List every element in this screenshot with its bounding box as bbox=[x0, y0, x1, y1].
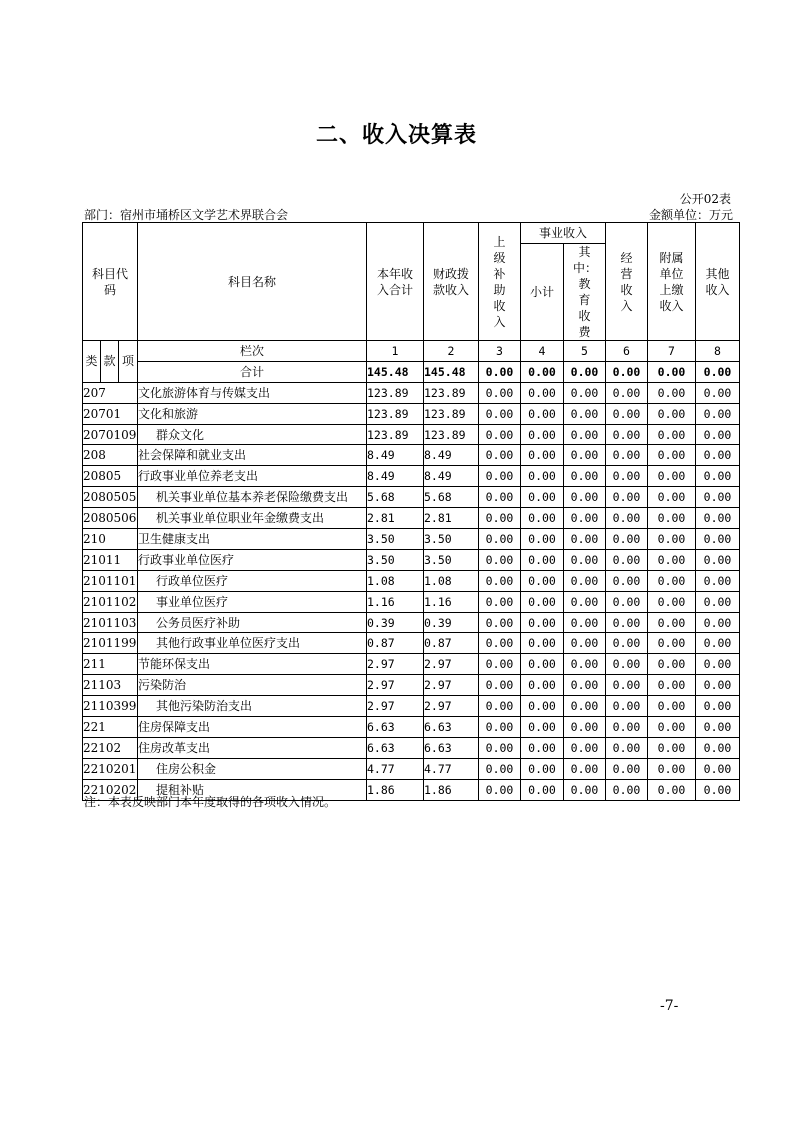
amount-cell: 4.77 bbox=[424, 758, 479, 779]
subject-name: 节能环保支出 bbox=[138, 654, 367, 675]
amount-cell: 0.00 bbox=[479, 717, 521, 738]
table-row bbox=[83, 382, 740, 403]
subject-code: 2101102 bbox=[83, 591, 138, 612]
amount-cell: 0.00 bbox=[606, 529, 648, 550]
subject-name: 其他污染防治支出 bbox=[138, 696, 367, 717]
amount-cell: 0.00 bbox=[521, 654, 564, 675]
amount-cell: 8.49 bbox=[367, 466, 424, 487]
amount-cell: 0.00 bbox=[521, 382, 564, 403]
subject-name: 文化旅游体育与传媒支出 bbox=[138, 382, 367, 403]
income-table bbox=[82, 222, 740, 801]
table-row bbox=[83, 737, 740, 758]
table-row bbox=[83, 612, 740, 633]
amount-cell: 0.00 bbox=[696, 382, 740, 403]
amount-cell: 0.00 bbox=[648, 737, 696, 758]
header-kuan: 款 bbox=[101, 341, 119, 383]
amount-unit: 金额单位：万元 bbox=[648, 208, 733, 222]
amount-cell: 123.89 bbox=[367, 382, 424, 403]
column-number: 4 bbox=[521, 341, 564, 362]
amount-cell: 0.00 bbox=[564, 445, 606, 466]
subject-code: 2101103 bbox=[83, 612, 138, 633]
subject-name: 事业单位医疗 bbox=[138, 591, 367, 612]
amount-cell: 0.00 bbox=[696, 549, 740, 570]
amount-cell: 0.00 bbox=[521, 508, 564, 529]
subject-code: 21011 bbox=[83, 549, 138, 570]
amount-cell: 1.16 bbox=[424, 591, 479, 612]
header-edu-fee: 其中：教育收费 bbox=[564, 244, 606, 341]
amount-cell: 0.00 bbox=[696, 529, 740, 550]
amount-cell: 0.00 bbox=[606, 508, 648, 529]
amount-cell: 5.68 bbox=[367, 487, 424, 508]
amount-cell: 0.00 bbox=[648, 675, 696, 696]
amount-cell: 0.00 bbox=[696, 633, 740, 654]
amount-cell: 0.00 bbox=[648, 779, 696, 800]
subject-name: 行政事业单位医疗 bbox=[138, 549, 367, 570]
header-subject-code: 科目代码 bbox=[83, 223, 138, 341]
amount-cell: 5.68 bbox=[424, 487, 479, 508]
amount-cell: 0.00 bbox=[521, 529, 564, 550]
amount-cell: 0.00 bbox=[696, 570, 740, 591]
amount-cell: 0.00 bbox=[696, 717, 740, 738]
amount-cell: 0.00 bbox=[696, 424, 740, 445]
amount-cell: 123.89 bbox=[424, 403, 479, 424]
amount-cell: 0.00 bbox=[521, 487, 564, 508]
header-xiang: 项 bbox=[119, 341, 138, 383]
subject-name: 卫生健康支出 bbox=[138, 529, 367, 550]
subject-name: 社会保障和就业支出 bbox=[138, 445, 367, 466]
subject-name: 其他行政事业单位医疗支出 bbox=[138, 633, 367, 654]
amount-cell: 0.00 bbox=[696, 675, 740, 696]
header-operating-income: 经营收入 bbox=[606, 223, 648, 341]
subject-code: 2101101 bbox=[83, 570, 138, 591]
amount-cell: 0.00 bbox=[606, 591, 648, 612]
amount-cell: 123.89 bbox=[424, 382, 479, 403]
column-number: 8 bbox=[696, 341, 740, 362]
amount-cell: 0.00 bbox=[606, 654, 648, 675]
amount-cell: 0.00 bbox=[521, 633, 564, 654]
amount-cell: 0.00 bbox=[479, 508, 521, 529]
header-fiscal-income: 财政拨款收入 bbox=[424, 223, 479, 341]
amount-cell: 8.49 bbox=[367, 445, 424, 466]
amount-cell: 0.00 bbox=[606, 675, 648, 696]
amount-cell: 0.00 bbox=[521, 675, 564, 696]
amount-cell: 1.16 bbox=[367, 591, 424, 612]
subject-code: 20701 bbox=[83, 403, 138, 424]
amount-cell: 0.00 bbox=[606, 549, 648, 570]
amount-cell: 0.00 bbox=[648, 445, 696, 466]
amount-cell: 0.00 bbox=[606, 633, 648, 654]
subject-code: 210 bbox=[83, 529, 138, 550]
table-row bbox=[83, 529, 740, 550]
table-row bbox=[83, 591, 740, 612]
amount-cell: 0.00 bbox=[564, 612, 606, 633]
subject-name: 公务员医疗补助 bbox=[138, 612, 367, 633]
amount-cell: 0.39 bbox=[424, 612, 479, 633]
total-value: 0.00 bbox=[564, 361, 606, 382]
amount-cell: 0.00 bbox=[564, 675, 606, 696]
subject-name: 提租补贴 bbox=[138, 779, 367, 800]
table-row bbox=[83, 696, 740, 717]
amount-cell: 0.00 bbox=[648, 403, 696, 424]
table-row bbox=[83, 424, 740, 445]
table-row bbox=[83, 633, 740, 654]
amount-cell: 0.00 bbox=[479, 675, 521, 696]
table-row bbox=[83, 508, 740, 529]
amount-cell: 0.00 bbox=[606, 737, 648, 758]
amount-cell: 0.00 bbox=[479, 529, 521, 550]
subject-code: 22102 bbox=[83, 737, 138, 758]
amount-cell: 0.00 bbox=[648, 591, 696, 612]
header-affiliated-income: 附属单位上缴收入 bbox=[648, 223, 696, 341]
amount-cell: 0.00 bbox=[696, 654, 740, 675]
total-value: 0.00 bbox=[606, 361, 648, 382]
amount-cell: 0.00 bbox=[564, 424, 606, 445]
amount-cell: 0.00 bbox=[696, 737, 740, 758]
subject-name: 文化和旅游 bbox=[138, 403, 367, 424]
amount-cell: 0.00 bbox=[564, 487, 606, 508]
amount-cell: 0.00 bbox=[606, 717, 648, 738]
amount-cell: 0.00 bbox=[479, 382, 521, 403]
amount-cell: 0.00 bbox=[479, 445, 521, 466]
table-row bbox=[83, 549, 740, 570]
table-row bbox=[83, 466, 740, 487]
amount-cell: 2.97 bbox=[424, 675, 479, 696]
subject-code: 2080506 bbox=[83, 508, 138, 529]
header-subtotal: 小计 bbox=[521, 244, 564, 341]
amount-cell: 1.08 bbox=[424, 570, 479, 591]
amount-cell: 0.00 bbox=[479, 466, 521, 487]
amount-cell: 0.00 bbox=[606, 445, 648, 466]
amount-cell: 0.00 bbox=[648, 654, 696, 675]
amount-cell: 0.00 bbox=[696, 758, 740, 779]
header-column-no: 栏次 bbox=[138, 341, 367, 362]
amount-cell: 2.97 bbox=[424, 696, 479, 717]
amount-cell: 0.00 bbox=[521, 758, 564, 779]
subject-name: 行政单位医疗 bbox=[138, 570, 367, 591]
amount-cell: 0.00 bbox=[479, 737, 521, 758]
amount-cell: 0.00 bbox=[521, 424, 564, 445]
table-row bbox=[83, 758, 740, 779]
amount-cell: 0.00 bbox=[521, 779, 564, 800]
amount-cell: 8.49 bbox=[424, 466, 479, 487]
amount-cell: 0.00 bbox=[479, 403, 521, 424]
amount-cell: 123.89 bbox=[424, 424, 479, 445]
subject-code: 211 bbox=[83, 654, 138, 675]
table-row bbox=[83, 570, 740, 591]
subject-code: 2070109 bbox=[83, 424, 138, 445]
amount-cell: 0.00 bbox=[521, 570, 564, 591]
amount-cell: 0.00 bbox=[648, 382, 696, 403]
amount-cell: 1.86 bbox=[367, 779, 424, 800]
column-number: 1 bbox=[367, 341, 424, 362]
amount-cell: 0.00 bbox=[696, 779, 740, 800]
amount-cell: 0.00 bbox=[521, 737, 564, 758]
total-value: 0.00 bbox=[479, 361, 521, 382]
subject-code: 2110399 bbox=[83, 696, 138, 717]
amount-cell: 2.97 bbox=[367, 696, 424, 717]
amount-cell: 0.00 bbox=[648, 696, 696, 717]
subject-name: 住房改革支出 bbox=[138, 737, 367, 758]
amount-cell: 1.08 bbox=[367, 570, 424, 591]
page-title: 二、收入决算表 bbox=[315, 123, 477, 148]
amount-cell: 0.00 bbox=[648, 633, 696, 654]
column-number: 7 bbox=[648, 341, 696, 362]
amount-cell: 0.87 bbox=[367, 633, 424, 654]
column-number: 3 bbox=[479, 341, 521, 362]
amount-cell: 0.00 bbox=[696, 696, 740, 717]
amount-cell: 0.39 bbox=[367, 612, 424, 633]
table-note: 注：本表反映部门本年度取得的各项收入情况。 bbox=[84, 795, 337, 809]
column-number: 2 bbox=[424, 341, 479, 362]
amount-cell: 0.00 bbox=[564, 382, 606, 403]
amount-cell: 0.00 bbox=[479, 696, 521, 717]
subject-code: 221 bbox=[83, 717, 138, 738]
amount-cell: 0.00 bbox=[606, 466, 648, 487]
amount-cell: 0.00 bbox=[564, 633, 606, 654]
amount-cell: 0.00 bbox=[521, 445, 564, 466]
total-value: 145.48 bbox=[367, 361, 424, 382]
amount-cell: 2.97 bbox=[424, 654, 479, 675]
amount-cell: 0.00 bbox=[521, 591, 564, 612]
amount-cell: 0.00 bbox=[564, 654, 606, 675]
amount-cell: 123.89 bbox=[367, 424, 424, 445]
amount-cell: 0.00 bbox=[521, 549, 564, 570]
amount-cell: 0.00 bbox=[564, 466, 606, 487]
amount-cell: 2.81 bbox=[367, 508, 424, 529]
amount-cell: 0.00 bbox=[479, 424, 521, 445]
department-label: 部门：宿州市埇桥区文学艺术界联合会 bbox=[84, 208, 289, 222]
amount-cell: 2.97 bbox=[367, 654, 424, 675]
subject-code: 2101199 bbox=[83, 633, 138, 654]
header-lei: 类 bbox=[83, 341, 101, 383]
total-row bbox=[83, 361, 740, 382]
total-label: 合计 bbox=[138, 361, 367, 382]
amount-cell: 0.00 bbox=[696, 591, 740, 612]
amount-cell: 0.00 bbox=[606, 487, 648, 508]
total-value: 0.00 bbox=[521, 361, 564, 382]
amount-cell: 0.00 bbox=[648, 549, 696, 570]
table-row bbox=[83, 487, 740, 508]
amount-cell: 0.00 bbox=[648, 758, 696, 779]
column-number: 6 bbox=[606, 341, 648, 362]
amount-cell: 0.00 bbox=[564, 403, 606, 424]
amount-cell: 0.00 bbox=[521, 403, 564, 424]
table-row bbox=[83, 403, 740, 424]
amount-cell: 4.77 bbox=[367, 758, 424, 779]
amount-cell: 0.00 bbox=[564, 549, 606, 570]
amount-cell: 6.63 bbox=[424, 717, 479, 738]
subject-code: 20805 bbox=[83, 466, 138, 487]
header-total-income: 本年收入合计 bbox=[367, 223, 424, 341]
subject-name: 住房保障支出 bbox=[138, 717, 367, 738]
amount-cell: 0.00 bbox=[648, 612, 696, 633]
amount-cell: 2.81 bbox=[424, 508, 479, 529]
amount-cell: 0.00 bbox=[648, 717, 696, 738]
amount-cell: 6.63 bbox=[367, 717, 424, 738]
amount-cell: 3.50 bbox=[424, 549, 479, 570]
amount-cell: 0.00 bbox=[606, 424, 648, 445]
total-value: 0.00 bbox=[696, 361, 740, 382]
amount-cell: 0.00 bbox=[564, 737, 606, 758]
amount-cell: 0.00 bbox=[564, 696, 606, 717]
amount-cell: 0.00 bbox=[521, 612, 564, 633]
subject-code: 208 bbox=[83, 445, 138, 466]
column-number: 5 bbox=[564, 341, 606, 362]
amount-cell: 0.00 bbox=[479, 633, 521, 654]
amount-cell: 0.00 bbox=[696, 403, 740, 424]
total-value: 0.00 bbox=[648, 361, 696, 382]
subject-code: 2210202 bbox=[83, 779, 138, 800]
amount-cell: 0.00 bbox=[479, 591, 521, 612]
table-row bbox=[83, 445, 740, 466]
subject-code: 21103 bbox=[83, 675, 138, 696]
amount-cell: 0.00 bbox=[479, 549, 521, 570]
amount-cell: 0.00 bbox=[521, 717, 564, 738]
amount-cell: 0.00 bbox=[479, 612, 521, 633]
total-value: 145.48 bbox=[424, 361, 479, 382]
amount-cell: 0.00 bbox=[696, 466, 740, 487]
subject-code: 207 bbox=[83, 382, 138, 403]
amount-cell: 3.50 bbox=[367, 529, 424, 550]
table-row bbox=[83, 717, 740, 738]
subject-code: 2080505 bbox=[83, 487, 138, 508]
amount-cell: 0.00 bbox=[648, 424, 696, 445]
header-career-income: 事业收入 bbox=[521, 223, 606, 244]
amount-cell: 0.87 bbox=[424, 633, 479, 654]
amount-cell: 3.50 bbox=[367, 549, 424, 570]
table-row bbox=[83, 675, 740, 696]
amount-cell: 0.00 bbox=[648, 529, 696, 550]
subject-code: 2210201 bbox=[83, 758, 138, 779]
subject-name: 机关事业单位基本养老保险缴费支出 bbox=[138, 487, 367, 508]
amount-cell: 0.00 bbox=[648, 466, 696, 487]
header-other-income: 其他收入 bbox=[696, 223, 740, 341]
amount-cell: 3.50 bbox=[424, 529, 479, 550]
amount-cell: 0.00 bbox=[564, 758, 606, 779]
amount-cell: 1.86 bbox=[424, 779, 479, 800]
amount-cell: 0.00 bbox=[696, 445, 740, 466]
amount-cell: 8.49 bbox=[424, 445, 479, 466]
amount-cell: 0.00 bbox=[564, 508, 606, 529]
amount-cell: 0.00 bbox=[564, 779, 606, 800]
amount-cell: 0.00 bbox=[564, 591, 606, 612]
subject-name: 行政事业单位养老支出 bbox=[138, 466, 367, 487]
amount-cell: 0.00 bbox=[479, 779, 521, 800]
amount-cell: 0.00 bbox=[521, 466, 564, 487]
amount-cell: 0.00 bbox=[606, 570, 648, 591]
subject-name: 污染防治 bbox=[138, 675, 367, 696]
amount-cell: 0.00 bbox=[521, 696, 564, 717]
amount-cell: 0.00 bbox=[606, 403, 648, 424]
header-subject-name: 科目名称 bbox=[138, 223, 367, 341]
subject-name: 住房公积金 bbox=[138, 758, 367, 779]
table-row bbox=[83, 654, 740, 675]
amount-cell: 0.00 bbox=[564, 529, 606, 550]
amount-cell: 0.00 bbox=[648, 487, 696, 508]
amount-cell: 0.00 bbox=[648, 508, 696, 529]
amount-cell: 0.00 bbox=[479, 487, 521, 508]
page-number: -7- bbox=[660, 998, 679, 1014]
amount-cell: 0.00 bbox=[648, 570, 696, 591]
amount-cell: 123.89 bbox=[367, 403, 424, 424]
amount-cell: 0.00 bbox=[606, 696, 648, 717]
amount-cell: 0.00 bbox=[696, 508, 740, 529]
subject-name: 机关事业单位职业年金缴费支出 bbox=[138, 508, 367, 529]
amount-cell: 0.00 bbox=[564, 717, 606, 738]
amount-cell: 0.00 bbox=[696, 487, 740, 508]
subject-name: 群众文化 bbox=[138, 424, 367, 445]
amount-cell: 0.00 bbox=[696, 612, 740, 633]
amount-cell: 0.00 bbox=[606, 758, 648, 779]
amount-cell: 6.63 bbox=[424, 737, 479, 758]
amount-cell: 0.00 bbox=[479, 758, 521, 779]
form-number: 公开02表 bbox=[679, 192, 731, 206]
amount-cell: 0.00 bbox=[564, 570, 606, 591]
header-upper-subsidy: 上级补助收入 bbox=[479, 223, 521, 341]
amount-cell: 0.00 bbox=[479, 570, 521, 591]
amount-cell: 0.00 bbox=[606, 779, 648, 800]
amount-cell: 0.00 bbox=[606, 612, 648, 633]
amount-cell: 6.63 bbox=[367, 737, 424, 758]
amount-cell: 0.00 bbox=[479, 654, 521, 675]
amount-cell: 2.97 bbox=[367, 675, 424, 696]
amount-cell: 0.00 bbox=[606, 382, 648, 403]
